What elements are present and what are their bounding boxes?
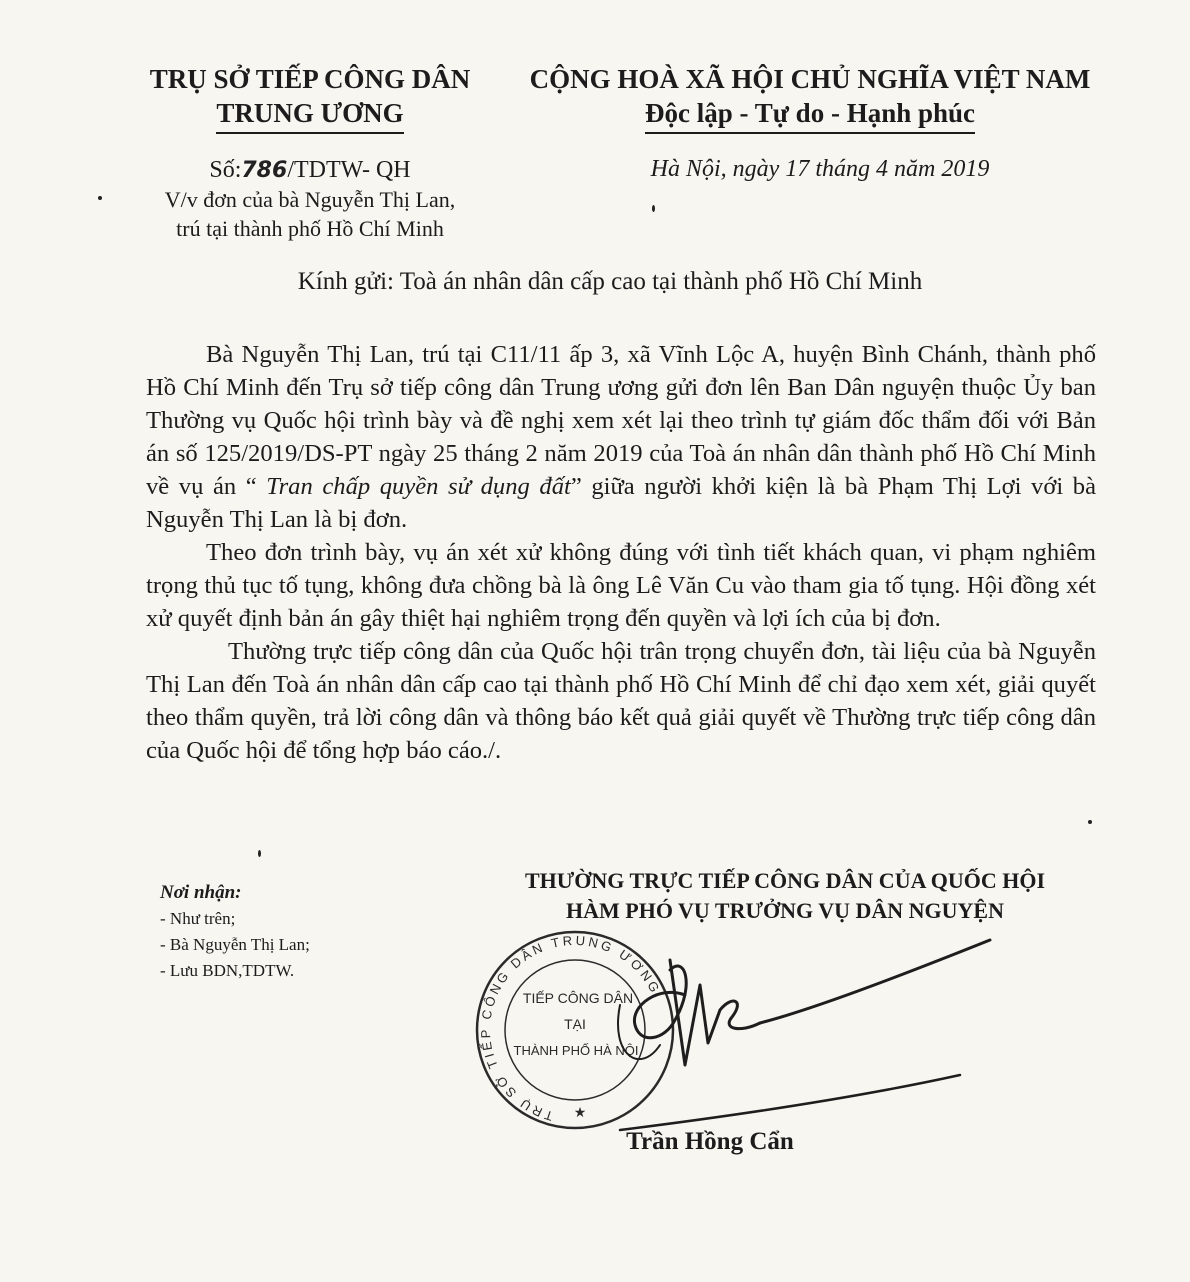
signing-position: HÀM PHÓ VỤ TRƯỞNG VỤ DÂN NGUYỆN [566, 898, 1004, 923]
signature-title [440, 866, 1130, 926]
subject-line2: trú tại thành phố Hồ Chí Minh [176, 216, 444, 241]
distribution-item: - Bà Nguyễn Thị Lan; [160, 935, 310, 954]
signing-org: THƯỜNG TRỰC TIẾP CÔNG DÂN CỦA QUỐC HỘI [524, 868, 1046, 893]
signer-name: Trần Hồng Cẩn [626, 1128, 794, 1155]
paragraph-3: Thường trực tiếp công dân của Quốc hội trân trọng chuyển đơn, tài liệu của bà Nguyễn Thị Lan đến Toà án nhân dân cấp cao tại thành phố Hồ Chí Minh để chỉ đạo xem xét, giải quyết theo thẩm quyền, trả lời công dân và thông báo kết quả giải quyết về Thường trực tiếp công dân của Quốc hội để tổng hợp báo cáo./. [146, 638, 1096, 764]
scan-speck [652, 205, 655, 212]
distribution-title: Nơi nhận: [160, 882, 242, 903]
document-number: Số:786/TDTW- QH [209, 157, 411, 183]
stamp-center-line3: THÀNH PHỐ HÀ NỘI [513, 1043, 639, 1058]
issuing-agency-line2: TRUNG ƯƠNG [110, 96, 510, 134]
national-title: CỘNG HOÀ XÃ HỘI CHỦ NGHĨA VIỆT NAM [529, 64, 1091, 94]
distribution-list [160, 880, 460, 984]
stamp-and-signature [470, 925, 1010, 1135]
case-name: Tran chấp quyền sử dụng đất [266, 473, 571, 500]
national-header [500, 62, 1120, 134]
scan-speck [98, 196, 102, 200]
official-stamp [477, 932, 673, 1128]
handwritten-number: 786 [241, 158, 288, 183]
document-reference [110, 156, 510, 243]
national-motto: Độc lập - Tự do - Hạnh phúc [500, 96, 1120, 134]
stamp-star: ★ [573, 1105, 587, 1121]
subject-line1: V/v đơn của bà Nguyễn Thị Lan, [164, 187, 456, 212]
recipient-line: Kính gửi: Toà án nhân dân cấp cao tại thành phố Hồ Chí Minh [297, 268, 923, 295]
paragraph-2: Theo đơn trình bày, vụ án xét xử không đúng với tình tiết khách quan, vi phạm nghiêm trọng thủ tục tố tụng, không đưa chồng bà là ông Lê Văn Cu vào tham gia tố tụng. Hội đồng xét xử quyết định bản án gây thiệt hại nghiêm trọng đến quyền và lợi ích của bị đơn. [146, 539, 1096, 632]
paragraph-1: Bà Nguyễn Thị Lan, trú tại C11/11 ấp 3, xã Vĩnh Lộc A, huyện Bình Chánh, thành phố Hồ Chí Minh đến Trụ sở tiếp công dân Trung ương gửi đơn lên Ban Dân nguyện thuộc Ủy ban Thường vụ Quốc hội trình bày và đề nghị xem xét lại theo trình tự giám đốc thẩm đối với Bản án số 125/2019/DS-PT ngày 25 tháng 2 năm 2019 của Toà án nhân dân thành phố Hồ Chí Minh về vụ án “ Tran chấp quyền sử dụng đất” giữa người khởi kiện là bà Phạm Thị Lợi với bà Nguyễn Thị Lan là bị đơn. [146, 341, 1096, 533]
stamp-center-line2: TẠI [564, 1016, 586, 1032]
place-date: Hà Nội, ngày 17 tháng 4 năm 2019 [650, 156, 990, 182]
distribution-item: - Lưu BDN,TDTW. [160, 961, 295, 980]
scan-speck [258, 850, 261, 857]
distribution-item: - Như trên; [160, 909, 236, 928]
stamp-ring-text: TRỤ SỞ TIẾP CÔNG DÂN TRUNG ƯƠNG [477, 932, 664, 1124]
issuing-agency [110, 62, 510, 134]
scan-speck [1088, 820, 1092, 824]
letter-body [146, 338, 1096, 767]
issuing-agency-line1: TRỤ SỞ TIẾP CÔNG DÂN [149, 64, 471, 94]
stamp-center-line1: TIẾP CÔNG DÂN [522, 990, 634, 1006]
